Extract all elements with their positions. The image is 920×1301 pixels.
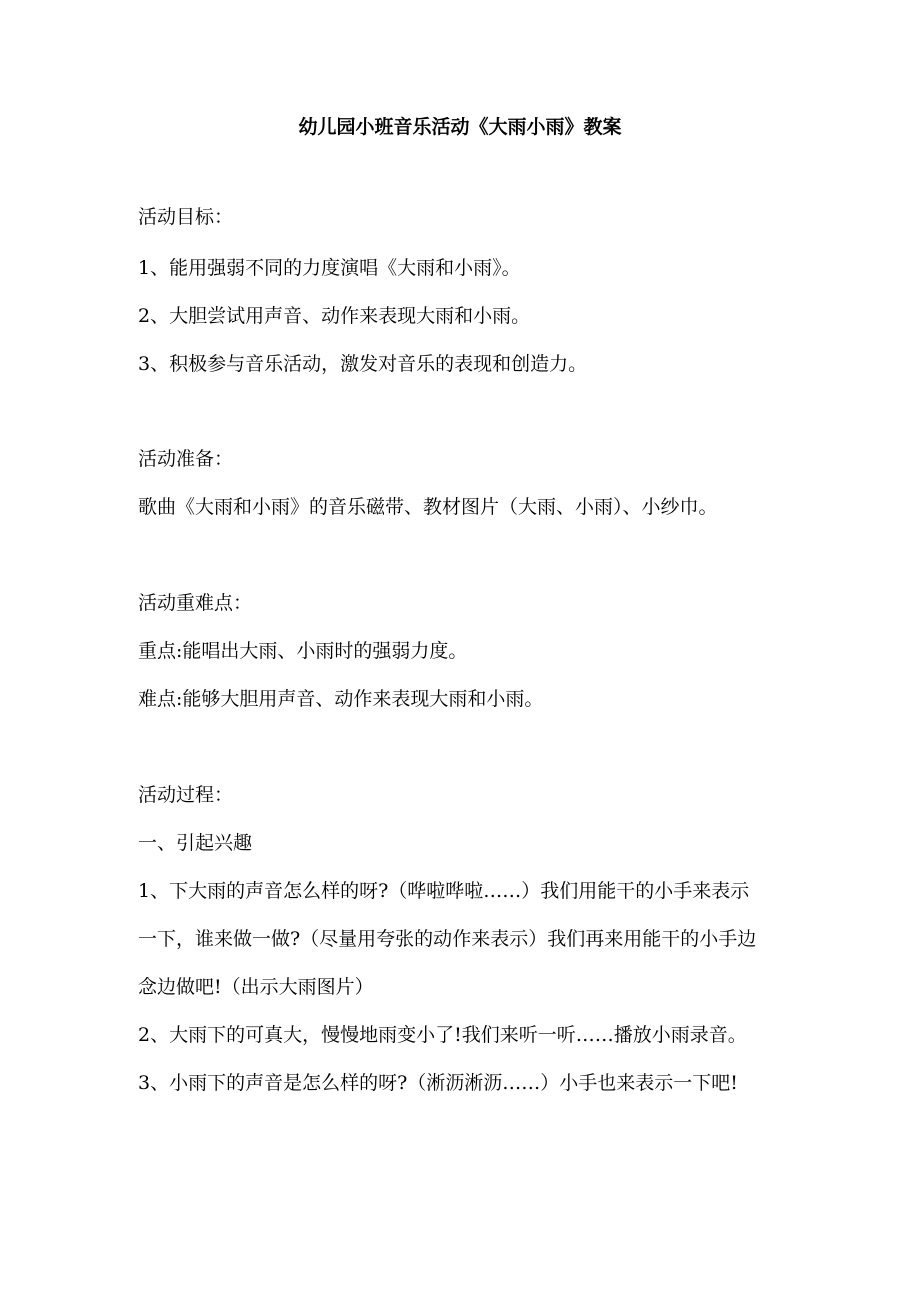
- goal-item-2: 2、大胆尝试用声音、动作来表现大雨和小雨。: [138, 305, 531, 327]
- key-point-focus: 重点:能唱出大雨、小雨时的强弱力度。: [138, 640, 468, 662]
- process-step-1-line-1: 1、下大雨的声音怎么样的呀?（哗啦哗啦……）我们用能干的小手来表示: [138, 880, 750, 902]
- goal-item-1: 1、能用强弱不同的力度演唱《大雨和小雨》。: [138, 257, 521, 279]
- process-step-1-line-3: 念边做吧!（出示大雨图片）: [138, 976, 374, 998]
- preparation-heading: 活动准备：: [138, 448, 234, 470]
- process-step-3: 3、小雨下的声音是怎么样的呀?（淅沥淅沥……）小手也来表示一下吧!: [138, 1072, 738, 1094]
- key-points-heading: 活动重难点：: [138, 592, 253, 614]
- goal-item-3: 3、积极参与音乐活动，激发对音乐的表现和创造力。: [138, 353, 588, 375]
- process-section-1: 一、引起兴趣: [138, 832, 253, 854]
- process-step-2: 2、大雨下的可真大，慢慢地雨变小了!我们来听一听……播放小雨录音。: [138, 1024, 747, 1046]
- document-title: 幼儿园小班音乐活动《大雨小雨》教案: [298, 116, 622, 138]
- process-heading: 活动过程：: [138, 784, 234, 806]
- process-step-1-line-2: 一下，谁来做一做?（尽量用夸张的动作来表示）我们再来用能干的小手边: [138, 928, 757, 950]
- goals-heading: 活动目标：: [138, 206, 234, 228]
- key-point-difficulty: 难点:能够大胆用声音、动作来表现大雨和小雨。: [138, 688, 544, 710]
- preparation-text: 歌曲《大雨和小雨》的音乐磁带、教材图片（大雨、小雨）、小纱巾。: [138, 496, 718, 518]
